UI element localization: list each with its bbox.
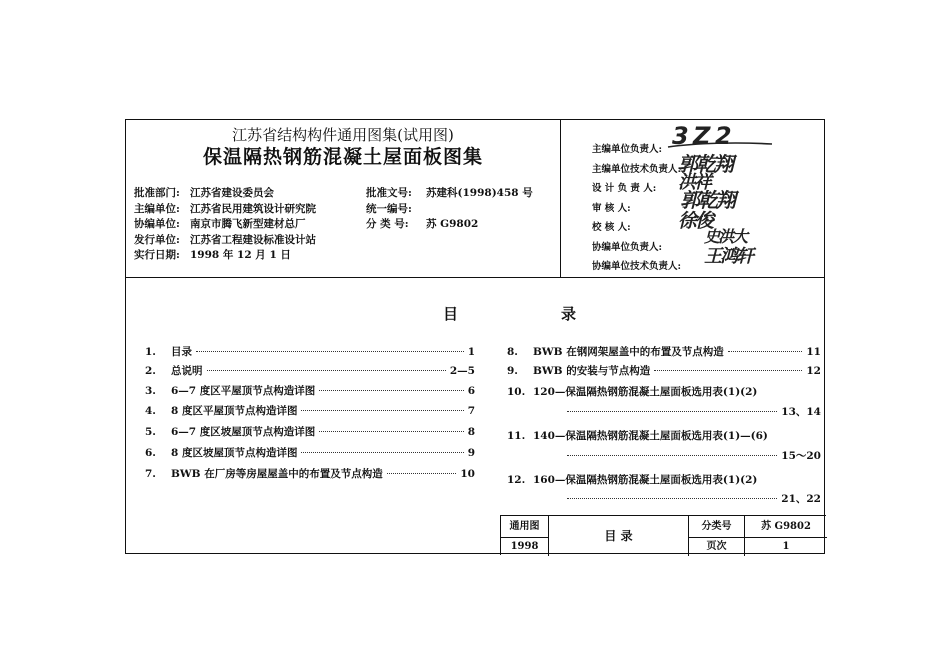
signature-row: 主编单位技术负责人: xyxy=(592,163,682,175)
title-block-page-value: 1 xyxy=(782,541,790,552)
approval-row: 协编单位: 南京市腾飞新型建材总厂 xyxy=(134,218,306,230)
toc-entry: 5. 6—7 度区坡屋顶节点构造详图 8 xyxy=(145,426,475,438)
signature-row: 协编单位技术负责人: xyxy=(592,261,682,272)
approval-row: 批准部门: 江苏省建设委员会 xyxy=(134,187,274,199)
toc-heading-left: 目 xyxy=(443,305,459,323)
signature-row: 协编单位负责人: xyxy=(592,241,663,253)
title-block-class-label: 分类号 xyxy=(689,516,745,538)
handwritten-signature: 洪祥 xyxy=(678,172,710,193)
toc-entry: 1. 目录 1 xyxy=(145,346,475,358)
drawing-sheet xyxy=(125,119,825,554)
toc-entry-continuation: 21、22 xyxy=(563,491,821,506)
handwritten-signature: 郭乾翔 xyxy=(680,188,734,212)
handwritten-signature: 史洪大 xyxy=(704,227,747,246)
toc-entry-continuation: 15～20 xyxy=(563,448,821,463)
signature-row: 主编单位负责人: xyxy=(592,144,663,155)
toc-entry: 3. 6—7 度区平屋顶节点构造详图 6 xyxy=(145,385,475,397)
handwritten-signature: 3 Z 2 xyxy=(672,122,730,150)
title-block-year: 1998 xyxy=(501,538,549,556)
toc-entry: 12. 160—保温隔热钢筋混凝土屋面板选用表(1)(2) xyxy=(507,474,758,486)
document-numbers xyxy=(366,186,533,233)
toc-entry: 11. 140—保温隔热钢筋混凝土屋面板选用表(1)—(6) xyxy=(507,430,768,442)
signature-row: 校 核 人: xyxy=(592,222,631,233)
header-divider xyxy=(126,277,824,278)
toc-entry: 6. 8 度区坡屋顶节点构造详图 9 xyxy=(145,447,475,459)
toc-entry: 9. BWB 的安装与节点构造 12 xyxy=(507,365,821,377)
doc-number-row: 统一编号: xyxy=(366,202,412,215)
doc-number-row: 分 类 号: 苏 G9802 xyxy=(366,218,479,230)
approval-info xyxy=(134,186,316,264)
handwritten-signature: 徐俊 xyxy=(678,210,713,232)
signature-list xyxy=(592,140,681,277)
atlas-title: 保温隔热钢筋混凝土屋面板图集 xyxy=(202,146,483,168)
collection-title: 江苏省结构构件通用图集(试用图) xyxy=(232,126,454,144)
title-block-type: 通用图 xyxy=(501,516,549,538)
toc-heading-right: 录 xyxy=(561,305,577,323)
title-block-page-label: 页次 xyxy=(689,538,745,556)
title-block xyxy=(500,515,826,555)
toc-entry: 8. BWB 在钢网架屋盖中的布置及节点构造 11 xyxy=(507,346,821,358)
toc-entry: 7. BWB 在厂房等房屋屋盖中的布置及节点构造 10 xyxy=(145,468,475,480)
toc-entry-continuation: 13、14 xyxy=(563,404,821,419)
approval-row: 实行日期: 1998 年 12 月 1 日 xyxy=(134,249,291,261)
approval-row: 发行单位: 江苏省工程建设标准设计站 xyxy=(134,233,316,246)
signature-row: 设 计 负 责 人: xyxy=(592,183,657,194)
title-block-class-value: 苏 G9802 xyxy=(745,516,827,538)
approval-row: 主编单位: 江苏省民用建筑设计研究院 xyxy=(134,202,316,215)
toc-entry: 10. 120—保温隔热钢筋混凝土屋面板选用表(1)(2) xyxy=(507,386,758,398)
doc-number-row: 批准文号: 苏建科(1998)458 号 xyxy=(366,187,533,199)
handwritten-signature: 王鸿轩 xyxy=(704,246,752,267)
toc-entry: 2. 总说明 2—5 xyxy=(145,365,475,377)
header-vertical-divider xyxy=(560,120,561,277)
title-block-drawing-title: 目 录 xyxy=(549,516,689,556)
toc-entry: 4. 8 度区平屋顶节点构造详图 7 xyxy=(145,405,475,417)
signature-row: 审 核 人: xyxy=(592,202,631,214)
handwritten-signature: 郭乾翔 xyxy=(678,152,732,176)
